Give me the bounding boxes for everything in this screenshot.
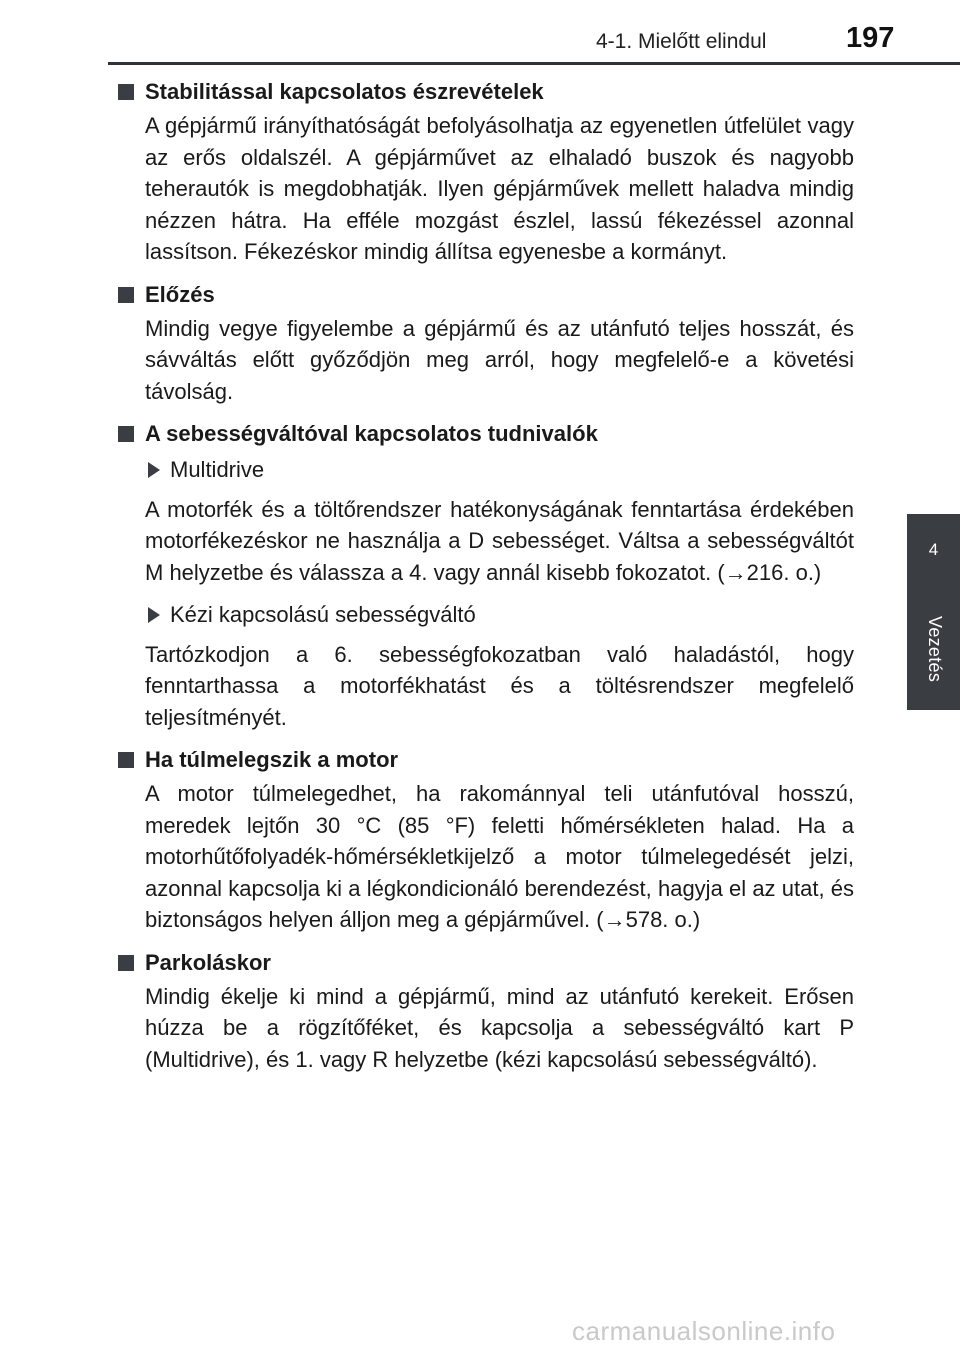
subsection-body-multidrive: A motorfék és a töltőrendszer hatékonyságának fenntartása érdekében motorfékezéskor ne használja a D sebességet. Váltsa a sebességváltót M helyzetbe és válassza a 4. vagy annál kisebb fokozatot. (→216. o.) bbox=[145, 496, 854, 585]
section-heading bbox=[118, 76, 854, 108]
section-header: 4-1. Mielőtt elindul bbox=[596, 30, 767, 53]
square-bullet-icon bbox=[118, 426, 134, 442]
section-title-overheating: Ha túlmelegszik a motor bbox=[145, 747, 399, 772]
triangle-bullet-icon bbox=[148, 607, 160, 623]
subsection-body-manual: Tartózkodjon a 6. sebességfokozatban való haladástól, hogy fenntarthassa a motorfékhatást és a töltésrendszer megfelelő teljesítményét. bbox=[145, 641, 854, 730]
page-number: 197 bbox=[846, 22, 895, 54]
section-title-transmission: A sebességváltóval kapcsolatos tudnivalók bbox=[145, 421, 598, 446]
square-bullet-icon bbox=[118, 287, 134, 303]
section-title-parking: Parkoláskor bbox=[145, 949, 271, 975]
square-bullet-icon bbox=[118, 752, 134, 768]
section-heading bbox=[118, 279, 854, 311]
subsection-label-multidrive: Multidrive bbox=[170, 457, 265, 482]
chapter-label: Vezetés bbox=[925, 616, 945, 683]
chapter-side-tab[interactable] bbox=[907, 514, 960, 710]
subsection-heading bbox=[118, 599, 854, 631]
square-bullet-icon bbox=[118, 955, 134, 971]
square-bullet-icon bbox=[118, 84, 134, 100]
section-heading bbox=[118, 947, 854, 979]
section-title-overtaking: Előzés bbox=[145, 281, 215, 307]
section-title-stability: Stabilitással kapcsolatos észrevételek bbox=[145, 79, 544, 104]
subsection-label-manual: Kézi kapcsolású sebességváltó bbox=[170, 602, 476, 627]
section-body-overtaking: Mindig vegye figyelembe a gépjármű és az utánfutó teljes hosszát, és sávváltás előtt győződjön meg arról, hogy megfelelő-e a követési távolság. bbox=[145, 315, 854, 404]
section-heading bbox=[118, 744, 854, 776]
page-content bbox=[118, 76, 854, 1086]
section-body-parking: Mindig ékelje ki mind a gépjármű, mind az utánfutó kerekeit. Erősen húzza be a rögzítőféket, és kapcsolja a sebességváltó kart P (Multidrive), és 1. vagy R helyzetbe (kézi kapcsolású sebességváltó). bbox=[145, 983, 854, 1072]
subsection-heading bbox=[118, 454, 854, 486]
chapter-number: 4 bbox=[928, 540, 939, 559]
header-divider bbox=[108, 62, 960, 65]
watermark-text: carmanualsonline.info bbox=[572, 1316, 836, 1346]
section-heading bbox=[118, 418, 854, 450]
section-body-stability: A gépjármű irányíthatóságát befolyásolhatja az egyenetlen útfelület vagy az erős oldalszél. A gépjárművet az elhaladó buszok és nagyobb teherautók is megdobhatják. Ilyen gépjárművek mellett haladva mindig nézzen hátra. Ha efféle mozgást észlel, lassú fékezéssel azonnal lassítson. Fékezéskor mindig állítsa egyenesbe a kormányt. bbox=[145, 113, 854, 264]
section-body-overheating: A motor túlmelegedhet, ha rakománnyal teli utánfutóval hosszú, meredek lejtőn 30 °C (85 °F) feletti hőmérsékleten halad. Ha a motorhűtőfolyadék-hőmérsékletkijelző a motor túlmelegedését jelzi, azonnal kapcsolja ki a légkondicionáló berendezést, hagyja el az utat, és biztonságos helyen álljon meg a gépjárművel. (→578. o.) bbox=[145, 781, 854, 932]
triangle-bullet-icon bbox=[148, 462, 160, 478]
